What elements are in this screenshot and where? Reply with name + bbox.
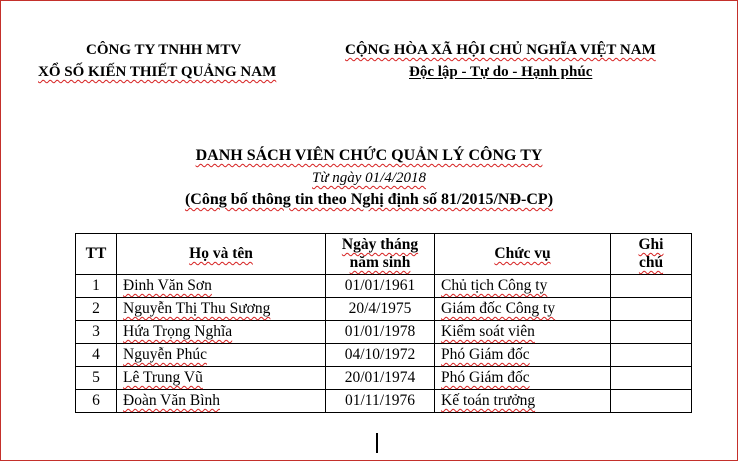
cell-name-text: Nguyễn Phúc xyxy=(123,346,207,363)
cell-note xyxy=(611,390,692,413)
cell-tt: 4 xyxy=(76,344,117,367)
cell-name xyxy=(117,321,326,344)
cell-name xyxy=(117,298,326,321)
cell-name-text: Hứa Trọng Nghĩa xyxy=(123,323,233,340)
cell-note xyxy=(611,367,692,390)
cell-tt: 5 xyxy=(76,367,117,390)
header-dob-line1: Ngày tháng xyxy=(341,236,419,253)
cell-tt: 3 xyxy=(76,321,117,344)
cell-position-text: Chủ tịch Công ty xyxy=(441,277,548,294)
header-note-line1: Ghi xyxy=(638,236,664,253)
cell-position-text: Phó Giám đốc xyxy=(441,369,530,386)
company-name-line2 xyxy=(38,62,276,82)
document-title-text: DANH SÁCH VIÊN CHỨC QUẢN LÝ CÔNG TY xyxy=(195,147,543,164)
cell-dob: 20/4/1975 xyxy=(326,298,435,321)
cell-tt: 6 xyxy=(76,390,117,413)
national-motto-line2 xyxy=(409,62,592,82)
table-row xyxy=(76,275,692,298)
header-position xyxy=(435,234,611,275)
cell-dob: 01/11/1976 xyxy=(326,390,435,413)
header-position-text: Chức vụ xyxy=(494,245,551,262)
cell-note xyxy=(611,344,692,367)
cell-position-text: Kế toán trưởng xyxy=(441,392,536,409)
table-row xyxy=(76,321,692,344)
cell-name xyxy=(117,275,326,298)
cell-name-text: Lê Trung Vũ xyxy=(123,369,203,386)
cell-position xyxy=(435,298,611,321)
national-motto-line1-text: CỘNG HÒA XÃ HỘI CHỦ NGHĨA VIỆT NAM xyxy=(345,42,656,58)
header-name xyxy=(117,234,326,275)
table-row xyxy=(76,390,692,413)
header-name-text: Họ và tên xyxy=(189,245,253,262)
table-row xyxy=(76,367,692,390)
staff-table xyxy=(75,233,692,413)
document-title xyxy=(0,147,738,165)
header-dob-line2: năm sinh xyxy=(349,254,411,271)
text-cursor[interactable] xyxy=(376,433,378,453)
cell-position-text: Phó Giám đốc xyxy=(441,346,530,363)
cell-dob: 20/01/1974 xyxy=(326,367,435,390)
cell-dob: 04/10/1972 xyxy=(326,344,435,367)
cell-position-text: Giám đốc Công ty xyxy=(441,300,556,317)
header-note xyxy=(611,234,692,275)
company-name-line1: CÔNG TY TNHH MTV xyxy=(86,42,242,58)
cell-tt: 2 xyxy=(76,298,117,321)
cell-name-text: Đinh Văn Sơn xyxy=(123,277,212,294)
header-note-line2: chú xyxy=(638,254,664,271)
national-motto-line1 xyxy=(345,40,656,60)
cell-position xyxy=(435,390,611,413)
company-name-line2-text: XỔ SỐ KIẾN THIẾT QUẢNG NAM xyxy=(38,64,277,80)
cell-dob: 01/01/1978 xyxy=(326,321,435,344)
cell-position xyxy=(435,367,611,390)
cell-position-text: Kiểm soát viên xyxy=(441,323,535,340)
table-row xyxy=(76,298,692,321)
cell-name xyxy=(117,344,326,367)
cell-note xyxy=(611,275,692,298)
effective-date xyxy=(0,170,738,187)
cell-name-text: Đoàn Văn Bình xyxy=(123,392,221,409)
cell-position xyxy=(435,321,611,344)
national-motto-line2-text: Độc lập - Tự do - Hạnh phúc xyxy=(409,64,593,80)
cell-note xyxy=(611,298,692,321)
cell-position xyxy=(435,344,611,367)
table-row xyxy=(76,344,692,367)
cell-name-text: Nguyễn Thị Thu Sương xyxy=(123,300,271,317)
cell-name xyxy=(117,390,326,413)
cell-tt: 1 xyxy=(76,275,117,298)
cell-dob: 01/01/1961 xyxy=(326,275,435,298)
announcement-line xyxy=(0,191,738,209)
effective-date-text: Từ ngày 01/4/2018 xyxy=(311,170,427,186)
header-tt: TT xyxy=(76,234,117,275)
announcement-text: (Công bố thông tin theo Nghị định số 81/2015/NĐ-CP) xyxy=(184,191,554,208)
cell-note xyxy=(611,321,692,344)
cell-name xyxy=(117,367,326,390)
cell-position xyxy=(435,275,611,298)
table-header-row xyxy=(76,234,692,275)
header-dob xyxy=(326,234,435,275)
